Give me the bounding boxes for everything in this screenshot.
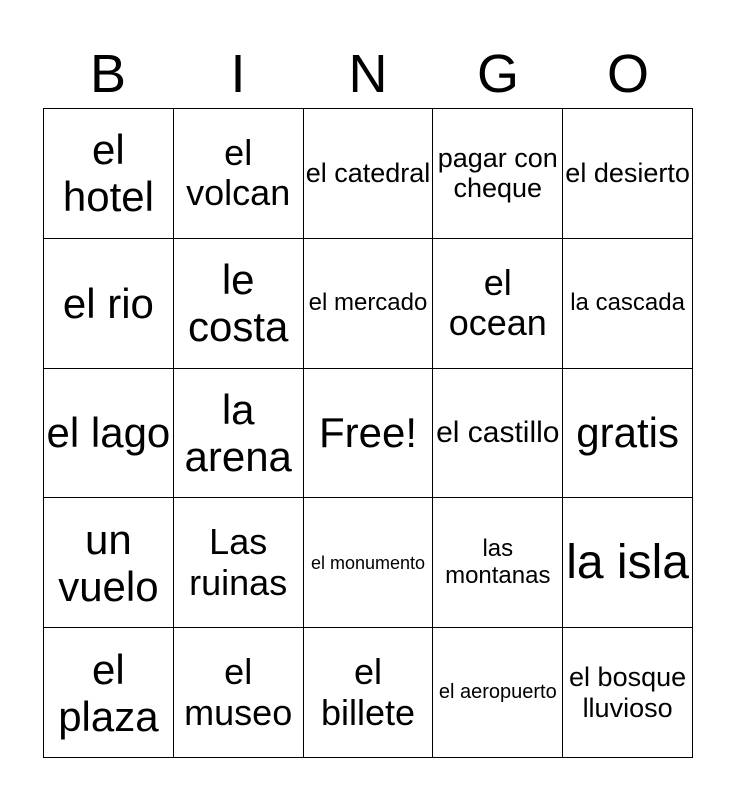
cell-text: el bosque lluvioso	[569, 662, 687, 723]
cell-text: la cascada	[570, 288, 685, 316]
cell-text: el aeropuerto	[438, 681, 557, 704]
header-letter-o: O	[606, 44, 649, 104]
cell-text: la arena	[184, 385, 292, 480]
cell-text: el monumento	[310, 552, 426, 573]
bingo-cell[interactable]	[433, 109, 563, 239]
cell-text: le costa	[188, 256, 289, 351]
bingo-header	[43, 40, 693, 108]
bingo-cell[interactable]	[563, 239, 693, 369]
cell-text: el mercado	[308, 288, 428, 316]
cell-text: el catedral	[305, 158, 431, 189]
bingo-cell[interactable]	[174, 498, 304, 628]
bingo-cell[interactable]	[304, 109, 434, 239]
cell-text: Las ruinas	[189, 521, 288, 603]
bingo-cell[interactable]	[304, 628, 434, 758]
bingo-cell[interactable]	[563, 498, 693, 628]
bingo-cell[interactable]	[174, 239, 304, 369]
bingo-cell[interactable]	[433, 628, 563, 758]
bingo-cell[interactable]	[174, 628, 304, 758]
header-letter-b: B	[89, 44, 127, 104]
bingo-cell[interactable]	[44, 498, 174, 628]
bingo-cell[interactable]	[433, 239, 563, 369]
bingo-cell[interactable]	[433, 369, 563, 499]
bingo-cell[interactable]	[304, 239, 434, 369]
bingo-cell[interactable]	[304, 498, 434, 628]
bingo-cell-free[interactable]	[304, 369, 434, 499]
header-letter-g: G	[476, 44, 519, 104]
cell-text: la isla	[566, 535, 689, 589]
cell-text: el volcan	[186, 132, 291, 214]
cell-text: pagar con cheque	[437, 143, 558, 204]
cell-text: el desierto	[565, 158, 690, 189]
cell-text: gratis	[576, 409, 679, 457]
cell-text: el rio	[62, 279, 154, 327]
cell-text: un vuelo	[58, 515, 159, 610]
bingo-grid	[43, 108, 693, 758]
cell-text: las montanas	[445, 534, 551, 589]
cell-text: el hotel	[62, 126, 154, 221]
bingo-cell[interactable]	[563, 109, 693, 239]
cell-text: el museo	[184, 651, 293, 733]
bingo-cell[interactable]	[44, 109, 174, 239]
cell-text: el castillo	[436, 416, 560, 450]
bingo-cell[interactable]	[563, 369, 693, 499]
bingo-cell[interactable]	[563, 628, 693, 758]
cell-text: el plaza	[58, 645, 159, 740]
bingo-cell[interactable]	[44, 239, 174, 369]
cell-text: Free!	[318, 409, 417, 457]
bingo-cell[interactable]	[44, 628, 174, 758]
header-letter-i: I	[230, 44, 246, 104]
cell-text: el ocean	[448, 261, 547, 344]
bingo-cell[interactable]	[433, 498, 563, 628]
cell-text: el billete	[320, 651, 416, 733]
cell-text: el lago	[46, 409, 171, 457]
header-letter-n: N	[348, 44, 388, 104]
bingo-cell[interactable]	[44, 369, 174, 499]
bingo-cell[interactable]	[174, 369, 304, 499]
bingo-cell[interactable]	[174, 109, 304, 239]
